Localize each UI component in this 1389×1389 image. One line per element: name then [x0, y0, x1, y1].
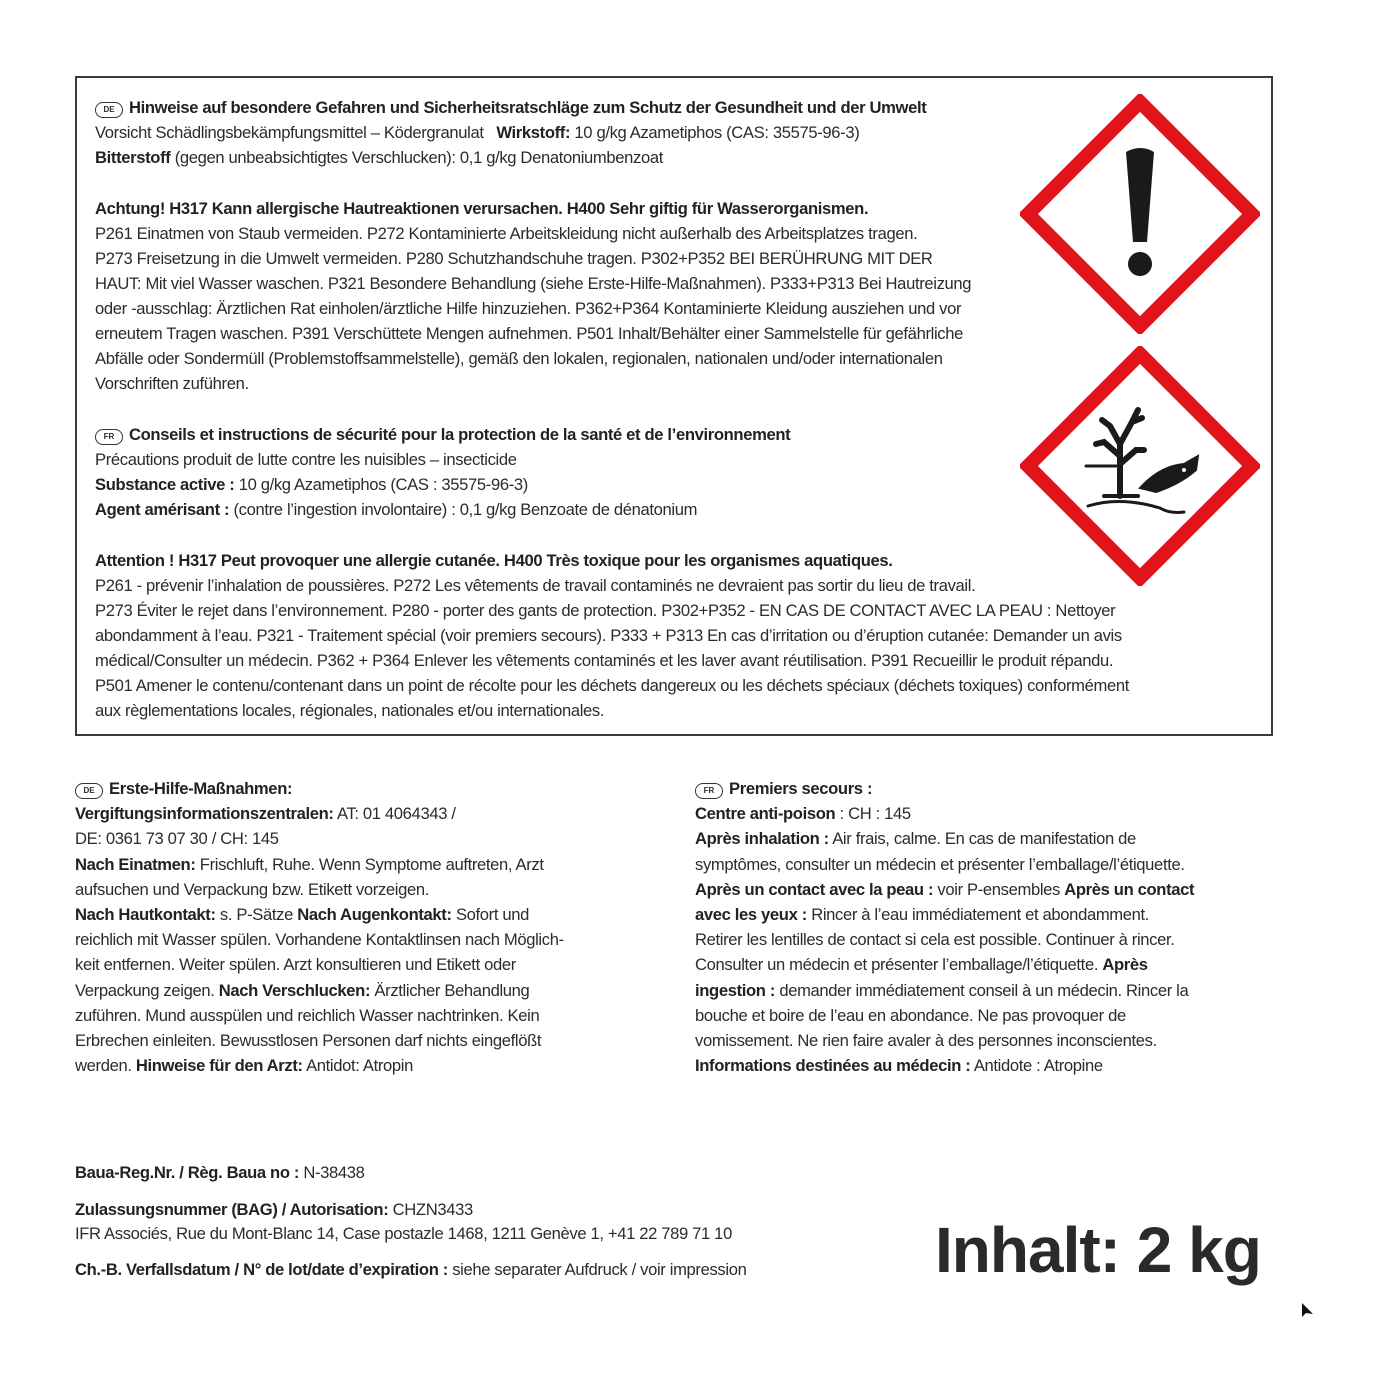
de-p-line: Vorschriften zuführen. [95, 374, 249, 393]
de-p-line: P273 Freisetzung in die Umwelt vermeiden. P280 Schutzhandschuhe tragen. P302+P352 BEI BERÜHRUNG MIT DER [95, 249, 933, 268]
fr-flag-icon: FR [695, 783, 723, 799]
fr-p-line: P273 Éviter le rejet dans l’environnement. P280 - porter des gants de protection. P302+P352 - EN CAS DE CONTACT AVEC LA PEAU : Nettoyer [95, 601, 1116, 620]
de-hazard-line1: Vorsicht Schädlingsbekämpfungsmittel – Ködergranulat Wirkstoff: 10 g/kg Azametiphos (CAS: 35575-96-3) [95, 123, 860, 142]
de-p-line: erneutem Tragen waschen. P391 Verschüttete Mengen aufnehmen. P501 Inhalt/Behälter einer Sammelstelle für gefährliche [95, 324, 963, 343]
company-address: IFR Associés, Rue du Mont-Blanc 14, Case postazle 1468, 1211 Genève 1, +41 22 789 71 10 [75, 1224, 732, 1243]
firstaid-de-title: DE Erste-Hilfe-Maßnahmen: [75, 776, 564, 801]
fr-hazard-title: FR Conseils et instructions de sécurité pour la protection de la santé et de l’environnement [95, 422, 790, 447]
cursor-icon [1301, 1302, 1315, 1320]
fr-p-line: médical/Consulter un médecin. P362 + P364 Enlever les vêtements contaminés et les laver avant réutilisation. P391 Recueillir le produit répandu. [95, 651, 1114, 670]
fr-p-line: P501 Amener le contenu/contenant dans un point de récolte pour les déchets dangereux ou les déchets spéciaux (déchets toxiques) conformément [95, 676, 1129, 695]
fr-flag-icon: FR [95, 429, 123, 445]
firstaid-fr: FR Premiers secours : Centre anti-poison : CH : 145 Après inhalation : Air frais, calme. En cas de manifestation de symptômes, consulter un médecin et présenter l’emballage/l’étiquette. Après un contact avec la peau : voir P-ensembles Après un contact avec les yeux : Rincer à l’eau immédiatement et abondamment. Retirer les lentilles de contact si cela est possible. Continuer à rincer. Consulter un médecin et présenter l’emballage/l’étiquette. Après ingestion : demander immédiatement conseil à un médecin. Rincer la bouche et boire de l’eau en abondance. Ne pas provoquer de vomissement. Ne rien faire avaler à des personnes inconscientes. Informations destinées au médecin : Antidote : Atropine [695, 776, 1194, 1078]
content-weight: Inhalt: 2 kg [935, 1214, 1261, 1286]
authorisation-number: Zulassungsnummer (BAG) / Autorisation: CHZN3433 [75, 1200, 473, 1219]
exclamation-pictogram-icon [1020, 94, 1260, 334]
fr-p-line: P261 - prévenir l’inhalation de poussières. P272 Les vêtements de travail contaminés ne devraient pas sortir du lieu de travail. [95, 576, 976, 595]
de-p-line: P261 Einatmen von Staub vermeiden. P272 Kontaminierte Arbeitskleidung nicht außerhalb des Arbeitsplatzes tragen. [95, 224, 918, 243]
de-p-line: oder -ausschlag: Ärztlichen Rat einholen/ärztliche Hilfe hinzuziehen. P362+P364 Kontaminierte Kleidung ausziehen und vor [95, 299, 962, 318]
firstaid-de: DE Erste-Hilfe-Maßnahmen: Vergiftungsinformationszentralen: AT: 01 4064343 / DE: 0361 73 07 30 / CH: 145 Nach Einatmen: Frischluft, Ruhe. Wenn Symptome auftreten, Arzt aufsuchen und Verpackung bzw. Etikett vorzeigen. Nach Hautkontakt: s. P-Sätze Nach Augenkontakt: Sofort und reichlich mit Wasser spülen. Vorhandene Kontaktlinsen nach Möglich- keit entfernen. Weiter spülen. Arzt konsultieren und Etikett oder Verpackung zeigen. Nach Verschlucken: Ärztlicher Behandlung zuführen. Mund ausspülen und reichlich Wasser nachtrinken. Kein Erbrechen einleiten. Bewusstlosen Personen darf nichts eingeflößt werden. Hinweise für den Arzt: Antidot: Atropin [75, 776, 564, 1078]
de-p-line: HAUT: Mit viel Wasser waschen. P321 Besondere Behandlung (siehe Erste-Hilfe-Maßnahmen). P333+P313 Bei Hautreizung [95, 274, 972, 293]
firstaid-fr-title: FR Premiers secours : [695, 776, 1194, 801]
fr-hazard-line3: Agent amérisant : (contre l’ingestion involontaire) : 0,1 g/kg Benzoate de dénatonium [95, 500, 698, 519]
fr-p-line: aux règlementations locales, régionales, nationales et/ou internationales. [95, 701, 605, 720]
registration-number: Baua-Reg.Nr. / Règ. Baua no : N-38438 [75, 1163, 365, 1182]
de-flag-icon: DE [95, 102, 123, 118]
de-flag-icon: DE [75, 783, 103, 799]
de-hazard-line2: Bitterstoff (gegen unbeabsichtigtes Verschlucken): 0,1 g/kg Denatoniumbenzoat [95, 148, 664, 167]
de-hazard-title: DE Hinweise auf besondere Gefahren und Sicherheitsratschläge zum Schutz der Gesundheit und der Umwelt [95, 95, 926, 120]
fr-p-line: abondamment à l’eau. P321 - Traitement spécial (voir premiers secours). P333 + P313 En cas d’irritation ou d’éruption cutanée: Demander un avis [95, 626, 1122, 645]
fr-hazard-line2: Substance active : 10 g/kg Azametiphos (CAS : 35575-96-3) [95, 475, 528, 494]
expiration-info: Ch.-B. Verfallsdatum / N° de lot/date d’expiration : siehe separater Aufdruck / voir impression [75, 1260, 747, 1279]
fr-warning: Attention ! H317 Peut provoquer une allergie cutanée. H400 Très toxique pour les organismes aquatiques. [95, 551, 893, 570]
fr-hazard-line1: Précautions produit de lutte contre les nuisibles – insecticide [95, 450, 517, 469]
de-p-line: Abfälle oder Sondermüll (Problemstoffsammelstelle), gemäß den lokalen, regionalen, nationalen und/oder internationalen [95, 349, 943, 368]
environment-pictogram-icon [1020, 346, 1260, 586]
de-warning: Achtung! H317 Kann allergische Hautreaktionen verursachen. H400 Sehr giftig für Wasserorganismen. [95, 199, 869, 218]
